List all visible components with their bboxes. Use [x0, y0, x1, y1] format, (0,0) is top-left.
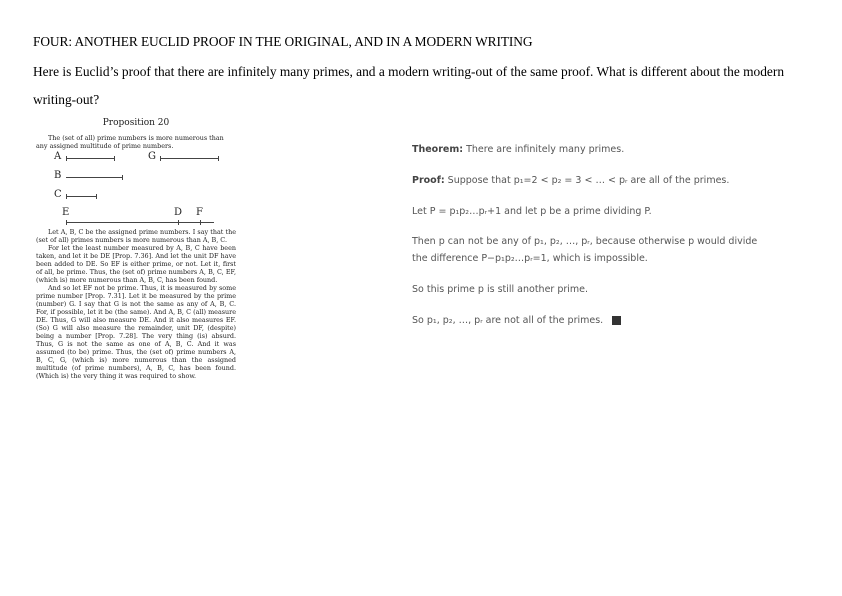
segment-g [160, 158, 218, 159]
theorem-line [412, 144, 624, 155]
line-diagram [36, 152, 236, 228]
label-e: E [62, 207, 70, 218]
label-b: B [54, 170, 62, 181]
conclusion-text: So p₁, p₂, …, pᵣ are not all of the primes. [412, 315, 604, 326]
tick [122, 175, 123, 180]
euclid-original-proof [36, 118, 236, 380]
proof-step: Let P = p₁p₂…pᵣ+1 and let p be a prime dividing P. [412, 206, 652, 217]
segment-b [66, 177, 122, 178]
theorem-text: There are infinitely many primes. [466, 144, 625, 155]
tick [66, 194, 67, 199]
proof-label: Proof: [412, 175, 445, 186]
theorem-label: Theorem: [412, 144, 464, 155]
proof-text: Suppose that p₁=2 < p₂ = 3 < … < pᵣ are all of the primes. [447, 175, 730, 186]
proof-line [412, 175, 729, 186]
tick [66, 156, 67, 161]
proof-step: the difference P−p₁p₂…pᵣ=1, which is impossible. [412, 253, 648, 264]
tick [178, 220, 179, 225]
page-heading: FOUR: ANOTHER EUCLID PROOF IN THE ORIGINAL, AND IN A MODERN WRITING [33, 34, 533, 49]
label-g: G [148, 151, 156, 162]
euclid-proof-text [36, 228, 236, 380]
tick [200, 220, 201, 225]
segment-a [66, 158, 114, 159]
segment-ef [66, 222, 214, 223]
proof-step: Then p can not be any of p₁, p₂, …, pᵣ, because otherwise p would divide [412, 236, 758, 247]
proof-paragraph: For let the least number measured by A, B, C have been taken, and let it be DE [Prop. 7.36]. And let the unit DF have been added to DE. So EF is either prime, or not. Let it, first of all, be prime. Thus, the (set of) prime numbers A, B, C, EF, (which is) more numerous than A, B, C, has been found. [36, 244, 236, 284]
qed-square-icon [612, 316, 621, 325]
label-a: A [54, 151, 62, 162]
tick [96, 194, 97, 199]
proof-paragraph: Let A, B, C be the assigned prime numbers. I say that the (set of all) primes numbers is more numerous than A, B, C. [36, 228, 236, 244]
label-d: D [174, 207, 183, 218]
tick [114, 156, 115, 161]
conclusion-line [412, 315, 621, 326]
label-f: F [196, 207, 203, 218]
proposition-title: Proposition 20 [102, 118, 170, 128]
tick [218, 156, 219, 161]
intro-question: Here is Euclid’s proof that there are infinitely many primes, and a modern writing-out of the same proof. What is different about the modern writing-out? [33, 64, 785, 107]
proof-step: So this prime p is still another prime. [412, 284, 589, 295]
tick [66, 220, 67, 225]
tick [160, 156, 161, 161]
proposition-statement: The (set of all) prime numbers is more numerous than any assigned multitude of prime numbers. [36, 134, 224, 150]
proof-paragraph: And so let EF not be prime. Thus, it is measured by some prime number [Prop. 7.31]. Let it be measured by the prime (number) G. I say that G is not the same as any of A, B, C. For, if possible, let it be (the same). And A, B, C (all) measure DE. Thus, G will also measure DE. And it also measures EF. (So) G will also measure the remainder, unit DF, (despite) being a number [Prop. 7.28]. The very thing (is) absurd. Thus, G is not the same as one of A, B, C. And it was assumed (to be) prime. Thus, the (set of) prime numbers A, B, C, G, (which is) more numerous than the assigned multitude (of prime numbers), A, B, C, has been found. (Which is) the very thing it was required to show. [36, 284, 236, 380]
label-c: C [54, 189, 62, 200]
segment-c [66, 196, 96, 197]
